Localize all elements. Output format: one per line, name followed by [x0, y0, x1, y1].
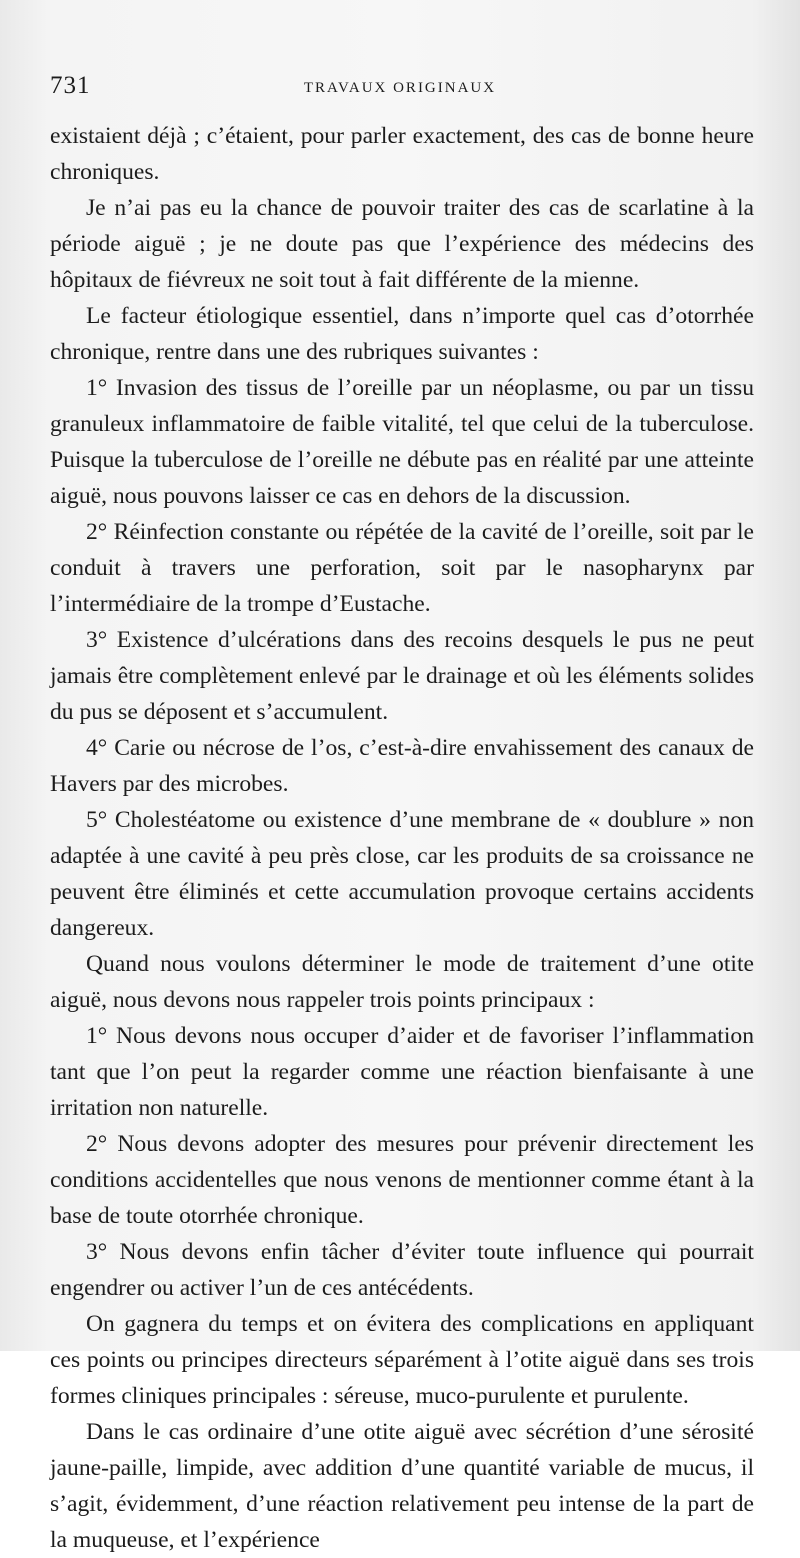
- list-item-1-invasion: 1° Invasion des tissus de l’oreille par un néoplasme, ou par un tissu granuleux inflammatoire de faible vitalité, tel que celui de la tuberculose. Puisque la tuberculose de l’oreille ne débute pas en réalité par une atteinte aiguë, nous pouvons laisser ce cas en dehors de la discussion.: [50, 375, 754, 509]
- point-2-mesures: 2° Nous devons adopter des mesures pour prévenir directement les conditions accidentelles que nous venons de mentionner comme étant à la base de toute otorrhée chronique.: [50, 1131, 754, 1229]
- paragraph-cas-ordinaire: Dans le cas ordinaire d’une otite aiguë avec sécrétion d’une sérosité jaune-paille, limpide, avec addition d’une quantité variable de mucus, il s’agit, évidemment, d’une réaction relativement peu intense de la part de la muqueuse, et l’expérience: [50, 1419, 754, 1553]
- list-item-3-ulcerations: 3° Existence d’ulcérations dans des recoins desquels le pus ne peut jamais être complètement enlevé par le drainage et où les éléments solides du pus se déposent et s’accumulent.: [50, 627, 754, 725]
- paragraph-facteur-etiologique: Le facteur étiologique essentiel, dans n’importe quel cas d’otorrhée chronique, rentre dans une des rubriques suivantes :: [50, 303, 754, 365]
- point-1-inflammation: 1° Nous devons nous occuper d’aider et de favoriser l’inflammation tant que l’on peut la regarder comme une réaction bienfaisante à une irritation non naturelle.: [50, 1023, 754, 1121]
- paragraph-principes: On gagnera du temps et on évitera des complications en appliquant ces points ou principes directeurs séparément à l’otite aiguë dans ses trois formes cliniques principales : séreuse, muco-purulente et purulente.: [50, 1311, 754, 1409]
- list-item-5-cholesteatome: 5° Cholestéatome ou existence d’une membrane de « doublure » non adaptée à une cavité à peu près close, car les produits de sa croissance ne peuvent être éliminés et cette accumulation provoque certains accidents dangereux.: [50, 807, 754, 941]
- page-header: [50, 72, 750, 106]
- page-body: [50, 118, 754, 1558]
- paragraph-continuation: existaient déjà ; c’étaient, pour parler exactement, des cas de bonne heure chroniques.: [50, 123, 754, 185]
- running-title: TRAVAUX ORIGINAUX: [303, 80, 497, 96]
- list-item-2-reinfection: 2° Réinfection constante ou répétée de la cavité de l’oreille, soit par le conduit à travers une perforation, soit par le nasopharynx par l’intermédiaire de la trompe d’Eustache.: [50, 519, 754, 617]
- point-3-influence: 3° Nous devons enfin tâcher d’éviter toute influence qui pourrait engendrer ou activer l’un de ces antécédents.: [50, 1239, 754, 1301]
- list-item-4-carie: 4° Carie ou nécrose de l’os, c’est-à-dire envahissement des canaux de Havers par des microbes.: [50, 735, 754, 797]
- paragraph-traitement: Quand nous voulons déterminer le mode de traitement d’une otite aiguë, nous devons nous rappeler trois points principaux :: [50, 951, 754, 1013]
- paragraph-scarlatine: Je n’ai pas eu la chance de pouvoir traiter des cas de scarlatine à la période aiguë ; je ne doute pas que l’expérience des médecins des hôpitaux de fiévreux ne soit tout à fait différente de la mienne.: [50, 195, 754, 293]
- page-number: 731: [50, 72, 91, 99]
